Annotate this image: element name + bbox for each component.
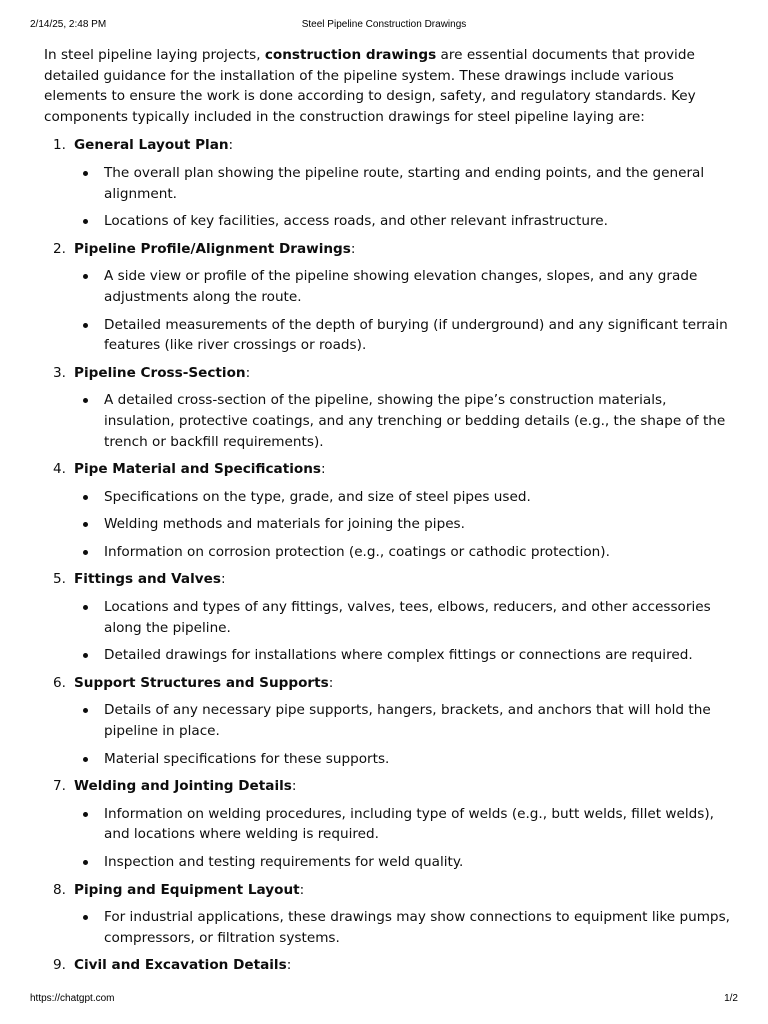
- section-number: 5.: [53, 571, 66, 588]
- section-number: 8.: [53, 881, 66, 898]
- bullet-text: Material specifications for these supports.: [104, 750, 390, 767]
- bullet-dot-icon: [83, 219, 88, 224]
- section-item: [44, 363, 734, 452]
- bullet-list: [74, 163, 734, 232]
- bullet-text: Locations of key facilities, access roads, and other relevant infrastructure.: [104, 213, 608, 230]
- section-heading: Welding and Jointing Details:: [74, 778, 297, 795]
- print-header: [30, 19, 738, 33]
- print-url: https://chatgpt.com: [30, 993, 115, 1004]
- bullet-item: [74, 390, 734, 452]
- section-number: 9.: [53, 957, 66, 974]
- bullet-text: Specifications on the type, grade, and size of steel pipes used.: [104, 488, 531, 505]
- section-title: Fittings and Valves: [74, 571, 221, 588]
- bullet-dot-icon: [83, 171, 88, 176]
- bullet-text: Information on corrosion protection (e.g., coatings or cathodic protection).: [104, 543, 610, 560]
- intro-text-before: In steel pipeline laying projects,: [44, 47, 265, 63]
- section-item: [44, 239, 734, 356]
- bullet-item: [74, 852, 734, 873]
- document-content: [44, 45, 734, 983]
- section-heading: General Layout Plan:: [74, 137, 234, 154]
- bullet-item: [74, 211, 734, 232]
- bullet-list: [74, 487, 734, 563]
- bullet-dot-icon: [83, 274, 88, 279]
- section-title: Support Structures and Supports: [74, 674, 329, 691]
- section-number: 7.: [53, 778, 66, 795]
- bullet-text: Welding methods and materials for joining the pipes.: [104, 516, 465, 533]
- section-item: [44, 673, 734, 769]
- bullet-dot-icon: [83, 757, 88, 762]
- section-number: 4.: [53, 461, 66, 478]
- section-number: 2.: [53, 240, 66, 257]
- section-heading: Pipeline Cross-Section:: [74, 364, 251, 381]
- bullet-dot-icon: [83, 522, 88, 527]
- bullet-dot-icon: [83, 398, 88, 403]
- section-heading: Support Structures and Supports:: [74, 674, 334, 691]
- section-number: 1.: [53, 137, 66, 154]
- print-footer: [30, 993, 738, 1007]
- section-title: Piping and Equipment Layout: [74, 881, 300, 898]
- section-heading: Pipeline Profile/Alignment Drawings:: [74, 240, 356, 257]
- bullet-dot-icon: [83, 708, 88, 713]
- bullet-text: The overall plan showing the pipeline route, starting and ending points, and the general alignment.: [104, 164, 705, 202]
- bullet-list: [74, 700, 734, 769]
- intro-bold-term: construction drawings: [264, 47, 437, 63]
- bullet-text: Locations and types of any fittings, valves, tees, elbows, reducers, and other accessories along the pipeline.: [104, 599, 711, 636]
- section-title: Welding and Jointing Details: [74, 778, 292, 795]
- bullet-item: [74, 542, 734, 563]
- bullet-item: [74, 645, 734, 666]
- bullet-item: [74, 700, 734, 741]
- print-datetime: 2/14/25, 2:48 PM: [30, 19, 107, 30]
- section-heading: Pipe Material and Specifications:: [74, 461, 326, 478]
- bullet-text: For industrial applications, these drawings may show connections to equipment like pumps, compressors, or filtration systems.: [104, 909, 730, 946]
- section-item: [44, 459, 734, 562]
- section-title: General Layout Plan: [74, 137, 229, 154]
- section-item: [44, 776, 734, 872]
- bullet-dot-icon: [83, 653, 88, 658]
- bullet-list: [74, 390, 734, 452]
- bullet-item: [74, 907, 734, 948]
- bullet-item: [74, 514, 734, 535]
- bullet-text: Information on welding procedures, including type of welds (e.g., butt welds, fillet welds), and locations where welding is required.: [104, 805, 714, 843]
- print-title: Steel Pipeline Construction Drawings: [301, 19, 467, 30]
- section-item: [44, 135, 734, 231]
- bullet-item: [74, 163, 734, 204]
- section-heading: Piping and Equipment Layout:: [74, 881, 305, 898]
- intro-paragraph: [44, 45, 734, 127]
- bullet-dot-icon: [83, 495, 88, 500]
- section-item: [44, 569, 734, 665]
- bullet-dot-icon: [83, 860, 88, 865]
- bullet-text: A detailed cross-section of the pipeline, showing the pipe’s construction materials, insulation, protective coatings, and any trenching or bedding details (e.g., the shape of the trench or backfill requirements).: [104, 392, 726, 450]
- bullet-item: [74, 749, 734, 770]
- bullet-list: [74, 804, 734, 873]
- bullet-text: Inspection and testing requirements for weld quality.: [104, 854, 464, 870]
- section-item: [44, 880, 734, 949]
- print-page-number: 1/2: [724, 993, 738, 1004]
- bullet-dot-icon: [83, 605, 88, 610]
- section-title: Civil and Excavation Details: [74, 957, 287, 974]
- bullet-text: Detailed drawings for installations where complex fittings or connections are required.: [104, 647, 693, 664]
- bullet-dot-icon: [83, 915, 88, 920]
- bullet-item: [74, 487, 734, 508]
- section-heading: Fittings and Valves:: [74, 571, 226, 588]
- bullet-item: [74, 804, 734, 845]
- section-number: 3.: [53, 364, 66, 381]
- section-heading: Civil and Excavation Details:: [74, 957, 292, 974]
- bullet-item: [74, 266, 734, 307]
- intro-text-after: are essential documents that provide detailed guidance for the installation of the pipeline system. These drawings include various elements to ensure the work is done according to design, safety, and regulatory standards. Key components typically included in the construction drawings for steel pipeline laying are:: [44, 47, 696, 125]
- bullet-dot-icon: [83, 323, 88, 328]
- bullet-item: [74, 315, 734, 356]
- section-title: Pipeline Profile/Alignment Drawings: [74, 240, 351, 257]
- section-number: 6.: [53, 674, 66, 691]
- section-title: Pipe Material and Specifications: [74, 461, 321, 478]
- bullet-text: Detailed measurements of the depth of burying (if underground) and any significant terrain features (like river crossings or roads).: [104, 316, 728, 354]
- bullet-text: A side view or profile of the pipeline showing elevation changes, slopes, and any grade adjustments along the route.: [104, 268, 698, 305]
- bullet-list: [74, 266, 734, 355]
- bullet-text: Details of any necessary pipe supports, hangers, brackets, and anchors that will hold the pipeline in place.: [104, 702, 711, 740]
- bullet-list: [74, 597, 734, 666]
- section-title: Pipeline Cross-Section: [74, 364, 246, 381]
- section-list: [44, 135, 734, 976]
- bullet-dot-icon: [83, 550, 88, 555]
- bullet-list: [74, 907, 734, 948]
- section-item: [44, 955, 734, 976]
- bullet-dot-icon: [83, 812, 88, 817]
- bullet-item: [74, 597, 734, 638]
